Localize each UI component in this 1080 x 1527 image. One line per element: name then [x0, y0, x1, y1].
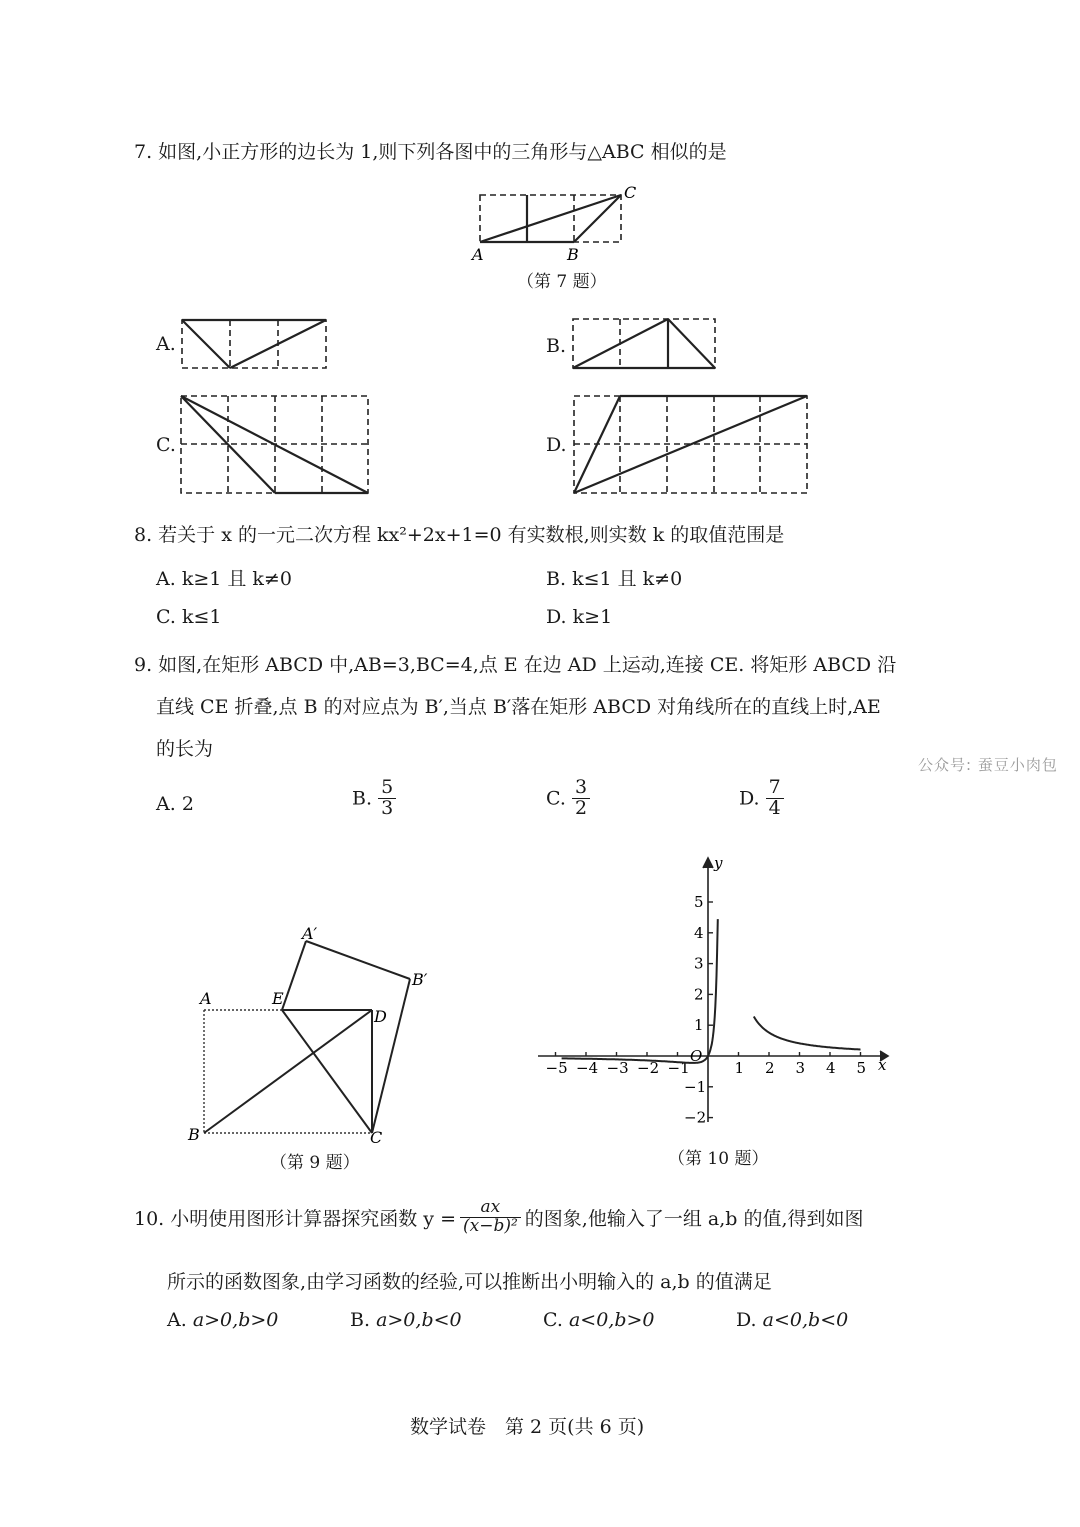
q10-x-tick-label: −5: [545, 1059, 568, 1077]
q7-label-C: C: [624, 183, 637, 202]
q10-frac-num: ax: [460, 1199, 521, 1218]
q10-line2: 所示的函数图象,由学习函数的经验,可以推断出小明输入的 a,b 的值满足: [167, 1271, 772, 1293]
q10-option-c-label: C.: [543, 1309, 563, 1331]
q9-line1: 9. 如图,在矩形 ABCD 中,AB=3,BC=4,点 E 在边 AD 上运动,连接 CE. 将矩形 ABCD 沿: [134, 654, 897, 676]
q9-line2: 直线 CE 折叠,点 B 的对应点为 B′,当点 B′落在矩形 ABCD 对角线所在的直线上时,AE: [156, 696, 881, 718]
q10-fraction: [460, 1199, 521, 1236]
q10-y-tick-label: −1: [684, 1077, 707, 1096]
q10-x-tick-label: 2: [765, 1059, 775, 1077]
q7-stem: 7. 如图,小正方形的边长为 1,则下列各图中的三角形与△ABC 相似的是: [134, 141, 727, 163]
q10-option-c[interactable]: [543, 1309, 655, 1331]
q9-option-b-num: 5: [378, 778, 396, 799]
q9-label-A: A: [200, 989, 212, 1008]
q7-option-a-label: A.: [156, 333, 176, 355]
q9-label-C: C: [370, 1128, 383, 1147]
q7-option-b-label: B.: [546, 335, 567, 357]
q9-option-d-num: 7: [766, 778, 784, 799]
q10-option-d-text: a<0,b<0: [762, 1309, 849, 1331]
q10-caption: （第 10 题）: [668, 1149, 769, 1169]
q10-x-tick-label: −3: [606, 1059, 629, 1077]
q10-stem: [134, 1199, 864, 1236]
q10-option-d[interactable]: [736, 1309, 848, 1331]
q7-option-d-label: D.: [546, 434, 567, 456]
q8-option-c-text: k≤1: [181, 606, 222, 628]
q10-y-tick-label: 5: [694, 893, 704, 911]
q9-label-B-prime: B′: [412, 970, 428, 989]
q10-y-tick-label: −2: [684, 1108, 707, 1127]
q9-option-b-label: B.: [352, 787, 373, 810]
q10-x-tick-label: 4: [826, 1059, 836, 1077]
q10-option-b-label: B.: [350, 1309, 371, 1331]
q10-option-a-text: a>0,b>0: [192, 1309, 279, 1331]
q10-option-b[interactable]: [350, 1309, 462, 1331]
q8-option-a-label: A.: [156, 568, 176, 590]
q9-option-a-text: 2: [181, 793, 194, 815]
q9-option-d-fraction: [766, 778, 784, 819]
q9-option-d[interactable]: [739, 778, 784, 819]
q8-option-b-label: B.: [546, 568, 567, 590]
q9-option-d-label: D.: [739, 787, 760, 810]
q9-option-a[interactable]: [156, 793, 194, 815]
q10-x-tick-label: 5: [856, 1059, 867, 1077]
q9-option-d-den: 4: [768, 796, 781, 819]
q10-frac-den: (x−b)²: [463, 1215, 518, 1236]
q9-option-b-den: 3: [381, 796, 394, 819]
q9-option-c-den: 2: [574, 796, 588, 819]
q9-option-b-fraction: [378, 778, 396, 819]
q10-x-tick-label: 1: [734, 1059, 745, 1077]
q8-option-a-text: k≥1 且 k≠0: [181, 568, 292, 590]
q8-option-a[interactable]: [156, 564, 292, 591]
q10-x-tick-label: −2: [637, 1059, 660, 1077]
q9-option-b[interactable]: [352, 778, 396, 819]
q8-option-b-text: k≤1 且 k≠0: [572, 568, 683, 590]
q8-stem: 8. 若关于 x 的一元二次方程 kx²+2x+1=0 有实数根,则实数 k 的取值范围是: [134, 524, 785, 546]
q10-option-a[interactable]: [167, 1309, 278, 1331]
q9-option-c-num: 3: [572, 778, 590, 799]
q10-x-tick-label: −4: [576, 1059, 599, 1077]
q10-option-d-label: D.: [736, 1309, 757, 1331]
q7-option-a-figure[interactable]: [180, 316, 330, 372]
q9-option-c[interactable]: [546, 778, 590, 819]
watermark: 公众号: 蚕豆小肉包: [918, 756, 1058, 774]
q10-x-label: x: [878, 1056, 887, 1074]
q7-label-B: B: [567, 245, 579, 264]
q8-option-d-text: k≥1: [572, 606, 613, 628]
q9-label-D: D: [374, 1007, 387, 1026]
q10-option-a-label: A.: [167, 1309, 187, 1331]
q7-option-d-figure[interactable]: [570, 392, 812, 498]
q7-option-c-label: C.: [156, 434, 176, 456]
q10-stem-pre: 10. 小明使用图形计算器探究函数 y =: [134, 1207, 456, 1230]
q10-origin-label: O: [690, 1047, 703, 1065]
q8-option-d-label: D.: [546, 606, 567, 628]
q9-caption: （第 9 题）: [270, 1153, 360, 1173]
q7-caption: （第 7 题）: [517, 272, 607, 292]
q9-label-E: E: [272, 989, 284, 1008]
q7-main-figure: [470, 180, 650, 270]
q9-option-c-fraction: [572, 778, 590, 819]
q8-option-b[interactable]: [546, 564, 682, 591]
q10-y-label: y: [714, 854, 723, 872]
q8-option-c-label: C.: [156, 606, 176, 628]
q10-y-tick-label: 3: [694, 954, 704, 973]
q10-y-tick-label: 4: [694, 923, 704, 942]
page-footer: 数学试卷 第 2 页(共 6 页): [410, 1416, 645, 1438]
q10-option-b-text: a>0,b<0: [376, 1309, 462, 1331]
q7-label-A: A: [472, 245, 484, 264]
q8-option-c[interactable]: [156, 606, 221, 628]
q9-figure: [180, 915, 440, 1155]
q8-option-d[interactable]: [546, 606, 612, 628]
q9-label-B: B: [188, 1125, 200, 1144]
q10-y-tick-label: 1: [694, 1016, 704, 1035]
q10-option-c-text: a<0,b>0: [568, 1309, 655, 1331]
q10-y-tick-label: 2: [694, 985, 704, 1004]
q9-label-A-prime: A′: [302, 924, 318, 943]
q10-curve-right: [754, 1017, 861, 1050]
q9-line3: 的长为: [156, 738, 214, 760]
q7-option-b-figure[interactable]: [570, 316, 720, 372]
q10-x-tick-label: 3: [795, 1059, 806, 1077]
q10-graph: [530, 850, 900, 1130]
q9-option-a-label: A.: [156, 793, 176, 815]
q7-option-c-figure[interactable]: [178, 392, 374, 498]
q9-option-c-label: C.: [546, 787, 566, 810]
q10-x-tick-label: −1: [667, 1059, 690, 1077]
q10-stem-post: 的图象,他输入了一组 a,b 的值,得到如图: [524, 1207, 864, 1230]
